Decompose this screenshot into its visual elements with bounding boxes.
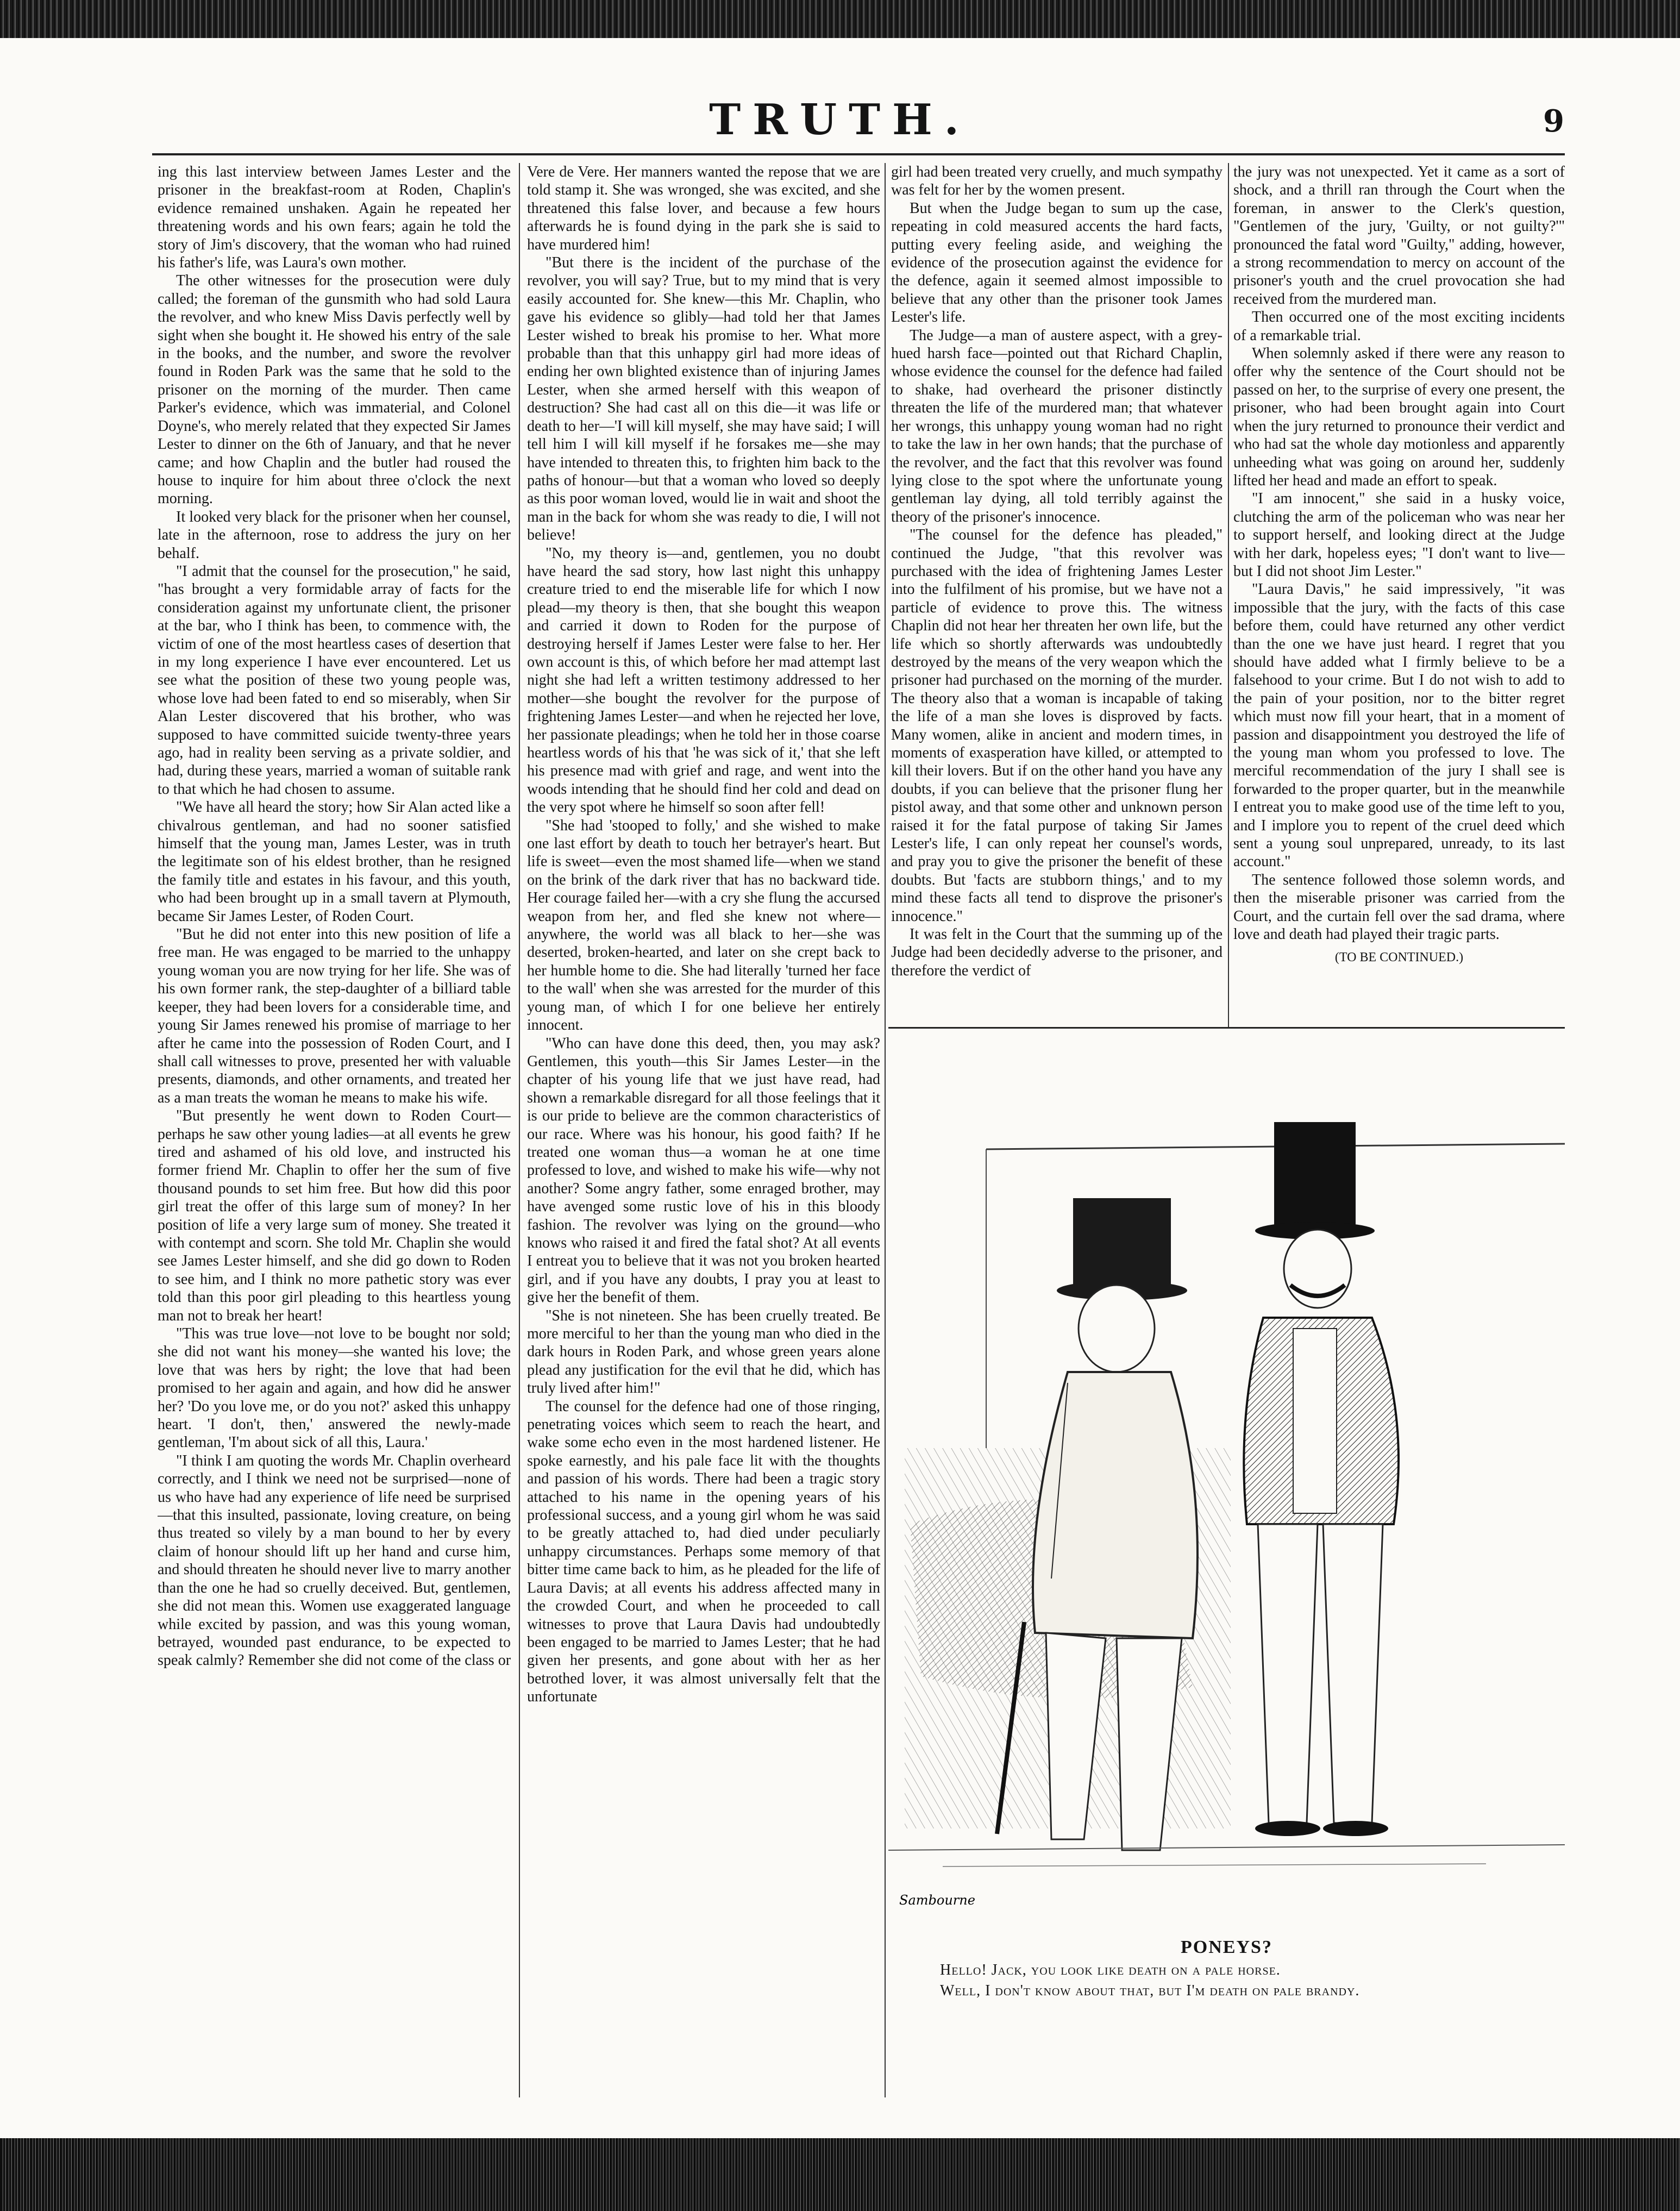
cartoon-drawing: [888, 1035, 1565, 1934]
paragraph: The sentence followed those solemn words, and then the miserable prisoner was carried from the Court, and the curtain fell over the sad drama, where love and death had played their tragic parts.: [1233, 871, 1565, 943]
paragraph: the jury was not unexpected. Yet it came as a sort of shock, and a thrill ran through the Court when the foreman, in answer to the Clerk's question, "Gentlemen of the jury, 'Guilty, or not guilty?'" pronounced the fatal word "Guilty," adding, however, a strong recommendation to mercy on account of the prisoner's youth and the cruel provocation she had received from the murdered man.: [1233, 164, 1565, 308]
cartoon-caption-line-2: Well, I don't know about that, but I'm death on pale brandy.: [940, 1982, 1360, 1999]
column-divider: [885, 163, 886, 2097]
paragraph: It looked very black for the prisoner when her counsel, late in the afternoon, rose to address the jury on her behalf.: [158, 508, 511, 562]
column-divider: [519, 163, 520, 2097]
paragraph: girl had been treated very cruelly, and much sympathy was felt for her by the women present.: [891, 164, 1223, 199]
paragraph: "I admit that the counsel for the prosecution," he said, "has brought a very formidable array of facts for the consideration against my unfortunate client, the prisoner at the bar, who I think has been, to commence with, the victim of one of the most heartless cases of desertion that in my long experience I have ever encountered. Let us see what the position of these two young people was, whose love had been fated to end so miserably, when Sir Alan Lester discovered that his brother, who was supposed to have committed suicide twenty-three years ago, had in reality been serving as a private soldier, and had, during these years, married a woman of suitable rank to that which he had chosen to assume.: [158, 562, 511, 798]
text-column-3: [891, 163, 1223, 1027]
cartoon-title: PONEYS?: [1181, 1937, 1272, 1957]
paragraph: "She had 'stooped to folly,' and she wished to make one last effort by death to touch her betrayer's heart. But life is sweet—even the most shamed life—when we stand on the brink of the dark river that has no backward tide. Her courage failed her—with a cry she flung the accursed weapon from her, and fled she knew not where—anywhere, the world was all black to her—she was deserted, broken-hearted, and later on she crept back to her humble home to die. She had literally 'turned her face to the wall' when she was arrested for the murder of this young man, of which I for one believe her entirely innocent.: [527, 817, 880, 1034]
page-number: 9: [1543, 103, 1564, 139]
artist-signature: Sambourne: [899, 1893, 975, 1908]
paragraph: ing this last interview between James Lester and the prisoner in the breakfast-room at Roden, Chaplin's evidence remained unshaken. Again he repeated her threatening words and his own fears; again he told the story of Jim's discovery, that the woman who had ruined his father's life, was Laura's own mother.: [158, 164, 511, 272]
column-divider: [1228, 163, 1229, 1027]
cartoon-rule: [888, 1027, 1565, 1029]
paragraph: The other witnesses for the prosecution were duly called; the foreman of the gunsmith who had sold Laura the revolver, and who knew Miss Davis perfectly well by sight when she bought it. He showed his entry of the sale in the books, and the number, and swore the revolver found in Roden Park was the same that he sold to the prisoner on the morning of the murder. Then came Parker's evidence, which was immaterial, and Colonel Doyne's, who merely related that they expected Sir James Lester to dinner on the 6th of January, and that he never came; and how Chaplin and the butler had roused the house to inquire for him about three o'clock the next morning.: [158, 272, 511, 508]
paragraph: It was felt in the Court that the summing up of the Judge had been decidedly adverse to the prisoner, and therefore the verdict of: [891, 926, 1223, 979]
text-column-2: [527, 163, 880, 2097]
paragraph: "I think I am quoting the words Mr. Chaplin overheard correctly, and I think we need not be surprised—none of us who have had any experience of life need be surprised—that this insulted, passionate, loving creature, on being thus treated so vilely by a man bound to her by every claim of honour should lift up her hand and curse him, and should threaten he should never live to marry another than the one he had so cruelly deceived. But, gentlemen, she did not mean this. Women use exaggerated language while excited by passion, and was this young woman, betrayed, wounded past endurance, to be expected to speak calmly? Remember she did not come of the class or: [158, 1452, 511, 1669]
paragraph: But when the Judge began to sum up the case, repeating in cold measured accents the hard facts, putting every feeling aside, and weighing the evidence of the prosecution against the evidence for the defence, again it seemed almost impossible to believe that any other than the prisoner took James Lester's life.: [891, 199, 1223, 326]
header-rule: [152, 153, 1565, 155]
paragraph: "But presently he went down to Roden Court—perhaps he saw other young ladies—at all events he grew tired and ashamed of his old love, and instructed his former friend Mr. Chaplin to offer her the sum of five thousand pounds to set him free. But how did this poor girl treat the offer of this large sum of money? In her position of life a very large sum of money. She treated it with contempt and scorn. She told Mr. Chaplin she would see James Lester himself, and she did go down to Roden to see him, and I think no more pathetic story was ever told than this poor girl pleading to this heartless young man not to break her heart!: [158, 1107, 511, 1324]
paragraph: The counsel for the defence had one of those ringing, penetrating voices which seem to reach the heart, and wake some echo even in the most hardened listener. He spoke earnestly, and his pale face lit with the thoughts and passion of his words. There had been a tragic story attached to his name in the opening years of his professional success, and a young girl whom he was said to be greatly attached to, had died under peculiarly unhappy circumstances. Perhaps some memory of that bitter time came back to him, as he pleaded for the life of Laura Davis; at all events his address affected many in the crowded Court, and when he proceeded to call witnesses to prove that Laura Davis had undoubtedly been engaged to be married to James Lester; that he had given her presents, and gone about with her as her betrothed lover, it was almost universally felt that the unfortunate: [527, 1398, 880, 1706]
paragraph: "No, my theory is—and, gentlemen, you no doubt have heard the sad story, how last night this unhappy creature tried to end the miserable life for which I now plead—my theory is then, that she bought this weapon and carried it down to Roden for the purpose of destroying herself if James Lester were false to her. Her own account is this, of which before her mad attempt last night she had left a written testimony addressed to her mother—she bought the revolver for the purpose of frightening James Lester—and when he rejected her love, her passionate pleadings; when he told her in those coarse heartless words of his that 'he was sick of it,' that she left his presence mad with grief and rage, and went into the woods intending that he should find her cold and dead on the very spot where he himself so soon after fell!: [527, 544, 880, 816]
masthead: TRUTH.: [709, 95, 971, 145]
paragraph: "We have all heard the story; how Sir Alan acted like a chivalrous gentleman, and had no sooner satisfied himself that the young man, James Lester, was in truth the legitimate son of his eldest brother, than he resigned the family title and estates in his favour, and this youth, who had been brought up in a small tavern at Plymouth, became Sir James Lester, of Roden Court.: [158, 799, 511, 925]
cartoon-illustration: [888, 1035, 1565, 1934]
paragraph: "This was true love—not love to be bought nor sold; she did not want his money—she wanted his love; the love that was hers by right; the love that had been promised to her again and again, and how did he answer her? 'Do you love me, or do you not?' asked this unhappy heart. 'I don't, then,' answered the newly-made gentleman, 'I'm about sick of all this, Laura.': [158, 1325, 511, 1451]
paragraph: Then occurred one of the most exciting incidents of a remarkable trial.: [1233, 309, 1565, 344]
paragraph: Vere de Vere. Her manners wanted the repose that we are told stamp it. She was wronged, she was excited, and she threatened this false lover, and because a few hours afterwards he is found dying in the park she is said to have murdered him!: [527, 164, 880, 253]
paragraph: "But there is the incident of the purchase of the revolver, you will say? True, but to my mind that is very easily accounted for. She knew—this Mr. Chaplin, who gave his evidence so glibly—had told her that James Lester wished to break his promise to her. What more probable than that this unhappy girl had more ideas of ending her own blighted existence than of injuring James Lester, when she armed herself with this weapon of destruction? She had cast all on this die—it was life or death to her—'I will kill myself, she may have said; I will tell him I will kill myself if he forsakes me—she may have intended to threaten this, to frighten him back to the paths of honour—but that a woman who loved so deeply as this poor woman loved, would lie in wait and shoot the man in the back for whom she was ready to die, I will not believe!: [527, 254, 880, 544]
text-column-1: [158, 163, 511, 2097]
paragraph: "I am innocent," she said in a husky voice, clutching the arm of the policeman who was near her to support herself, and looking direct at the Judge with her dark, hopeless eyes; "I don't want to live—but I did not shoot Jim Lester.": [1233, 490, 1565, 580]
scan-edge-top: [0, 0, 1680, 38]
paragraph: "Laura Davis," he said impressively, "it was impossible that the jury, with the facts of this case before them, could have returned any other verdict than the one we have just heard. I regret that you should have added what I firmly believe to be a falsehood to your crime. But I do not wish to add to the pain of your position, nor to the bitter regret which must now fill your heart, that in a moment of passion and disappointment you destroyed the life of the young man whom you professed to love. The merciful recommendation of the jury I shall see is forwarded to the proper quarter, but in the meanwhile I entreat you to make good use of the time left to you, and I implore you to repent of the cruel deed which sent a young soul unprepared, unready, to its last account.": [1233, 581, 1565, 870]
paragraph: When solemnly asked if there were any reason to offer why the sentence of the Court should not be passed on her, to the surprise of every one present, the prisoner, who had been brought again into Court when the jury returned to pronounce their verdict and who had sat the whole day motionless and apparently unheeding what was going on around her, suddenly lifted her head and made an effort to speak.: [1233, 345, 1565, 489]
paragraph: "Who can have done this deed, then, you may ask? Gentlemen, this youth—this Sir James Lester—in the chapter of his young life that we just have read, had shown a remarkable disregard for all those feelings that it is our pride to believe are the common characteristics of our race. Where was his honour, his good faith? If he treated one woman thus—a woman he at one time professed to love, and wished to make his wife—why not another? Some angry father, some enraged brother, may have avenged some rustic love of his in this bloody fashion. The revolver was lying on the ground—who knows who raised it and fired the fatal shot? At all events I entreat you to believe that it was not you broken hearted girl, and if you have any doubts, I pray you at least to give her the benefit of them.: [527, 1035, 880, 1306]
paragraph: "She is not nineteen. She has been cruelly treated. Be more merciful to her than the young man who died in the dark hours in Roden Park, and whose green years alone plead any justification for the evil that he did, which has truly lived after him!": [527, 1307, 880, 1397]
paragraph: "But he did not enter into this new position of life a free man. He was engaged to be married to the unhappy young woman you are now trying for her life. She was of his own former rank, the step-daughter of a billiard table keeper, they had been lovers for a considerable time, and young Sir James renewed his promise of marriage to her after he came into the possession of Roden Court, and I shall call witnesses to prove, presented her with valuable presents, diamonds, and other ornaments, and treated her as a man treats the woman he means to make his wife.: [158, 926, 511, 1106]
paragraph: "The counsel for the defence has pleaded," continued the Judge, "that this revolver was purchased with the idea of frightening James Lester into the fulfilment of his promise, but we have not a particle of evidence to prove this. The witness Chaplin did not hear her threaten her own life, but the life which so shortly afterwards was undoubtedly destroyed by the means of the very weapon which the prisoner had purchased on the morning of the murder. The theory also that a woman is incapable of taking the life of a man she loves is disproved by facts. Many women, alike in ancient and modern times, in moments of exasperation have killed, or attempted to kill their lovers. But if on the other hand you have any doubts, if you can believe that the prisoner flung her pistol away, and that some other and unknown person raised it for the fatal purpose of taking Sir James Lester's life, I can only repeat her counsel's words, and pray you to give the prisoner the benefit of these doubts. But 'facts are stubborn things,' and to my mind these facts all tend to disprove the prisoner's innocence.": [891, 527, 1223, 925]
text-column-4: [1233, 163, 1565, 1027]
cartoon-caption-line-1: Hello! Jack, you look like death on a pale horse.: [940, 1962, 1281, 1978]
to-be-continued: (TO BE CONTINUED.): [1334, 950, 1464, 965]
scan-edge-bottom: [0, 2138, 1680, 2211]
paragraph: The Judge—a man of austere aspect, with a grey-hued harsh face—pointed out that Richard Chaplin, whose evidence the counsel for the defence had failed to shake, had overheard the prisoner distinctly threaten the life of the murdered man; that whatever her wrongs, this unhappy young woman had no right to take the law in her own hands; that the purchase of the revolver, and the fact that this revolver was found lying close to the spot where the unfortunate young gentleman lay dying, all told terribly against the theory of the prisoner's innocence.: [891, 327, 1223, 525]
